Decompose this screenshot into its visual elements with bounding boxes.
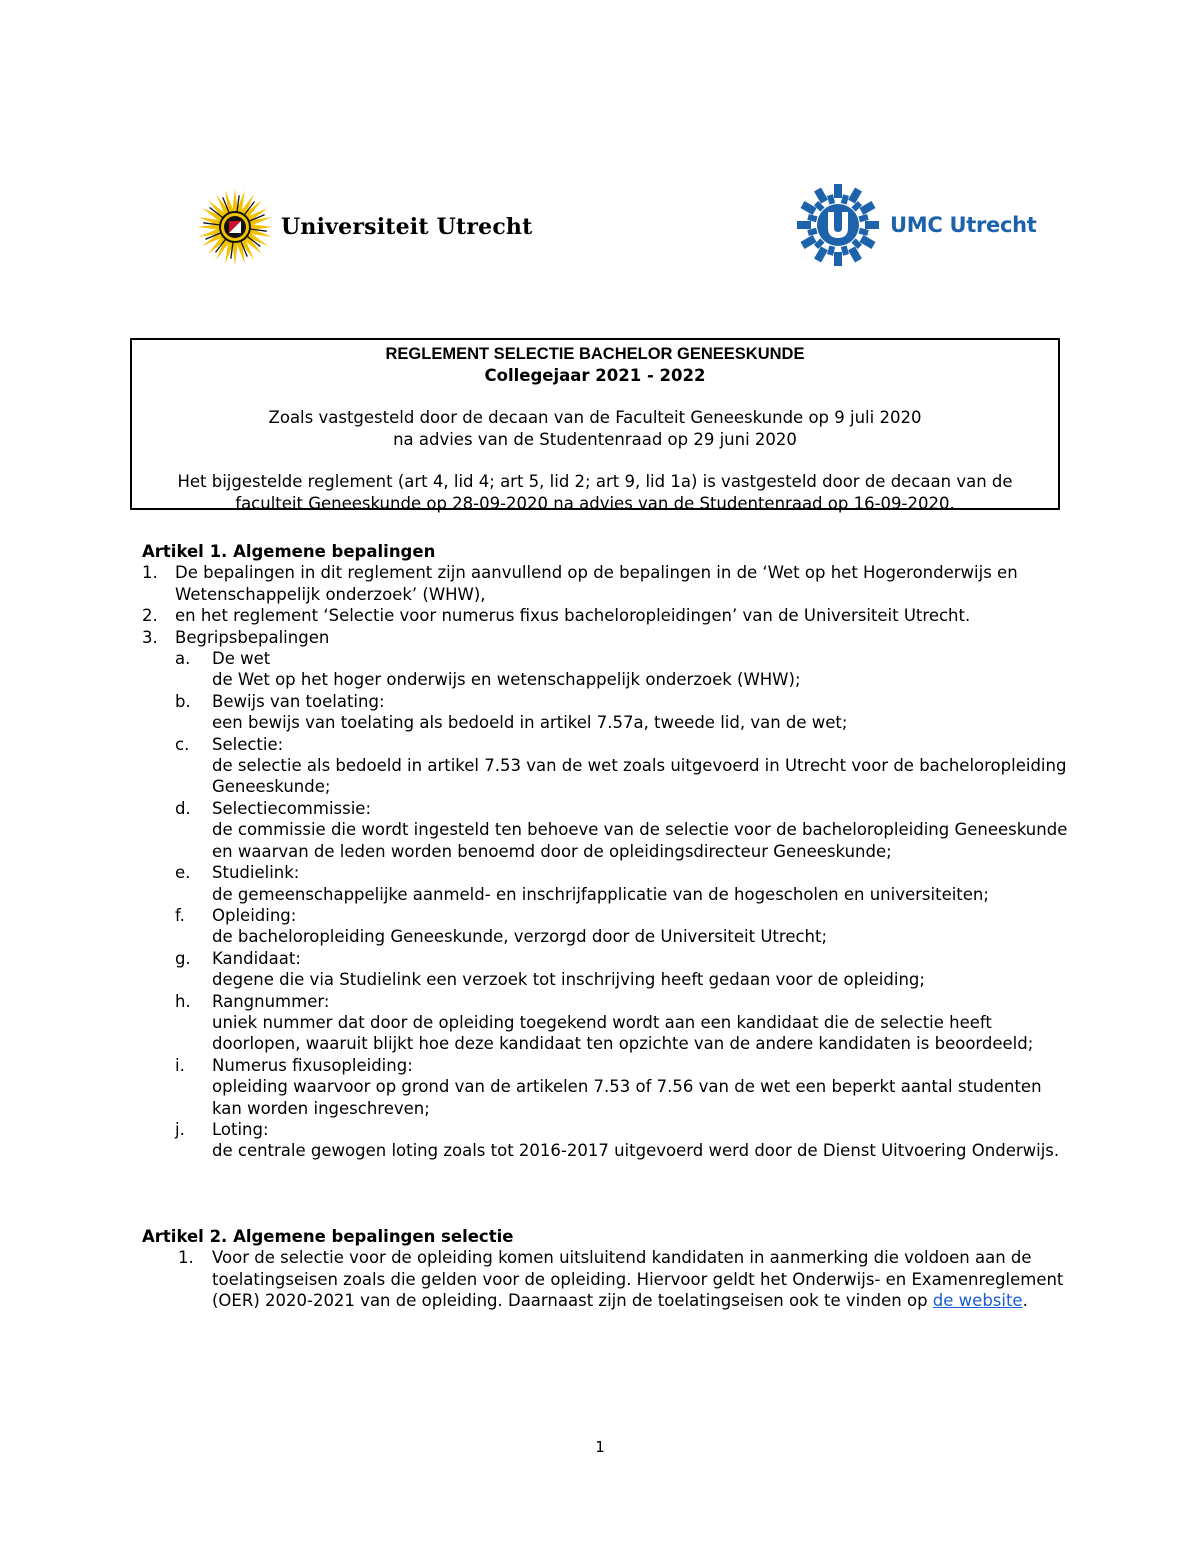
article-2-list <box>142 1247 1072 1311</box>
established-line-2: na advies van de Studentenraad op 29 juni 2020 <box>393 430 797 449</box>
umc-sun-emblem-icon <box>796 183 880 267</box>
definition-letter: f. <box>175 905 185 925</box>
item-text: De bepalingen in dit reglement zijn aanvullend op de bepalingen in de ‘Wet op het Hogeronderwijs en Wetenschappelijk onderzoek’ (WHW), <box>175 563 1018 604</box>
definition-term: De wet <box>212 649 271 669</box>
item-number: 2. <box>142 606 158 626</box>
uu-logo <box>197 188 532 266</box>
item-number: 3. <box>142 627 158 647</box>
definition-letter: h. <box>175 991 191 1011</box>
definition-term: Selectie: <box>212 734 284 754</box>
definition-letter: b. <box>175 691 191 711</box>
revision-note: Het bijgestelde reglement (art 4, lid 4; art 5, lid 2; art 9, lid 1a) is vastgesteld door de decaan van de faculteit Geneeskunde op 28-09-2020 na advies van de Studentenraad op 16-09-2020. <box>177 472 1013 513</box>
definition-letter: d. <box>175 798 191 818</box>
definition-item <box>175 862 1072 905</box>
definition-letter: a. <box>175 649 191 669</box>
website-link[interactable]: de website <box>932 1291 1023 1310</box>
list-item <box>142 562 1072 605</box>
definition-term: Bewijs van toelating: <box>212 691 385 711</box>
definition-term: Selectiecommissie: <box>212 798 372 818</box>
definition-text: de Wet op het hoger onderwijs en wetenschappelijk onderzoek (WHW); <box>212 670 801 690</box>
item-number: 1. <box>142 563 158 583</box>
established-line-1: Zoals vastgesteld door de decaan van de Faculteit Geneeskunde op 9 juli 2020 <box>268 408 922 427</box>
definition-text: degene die via Studielink een verzoek tot inschrijving heeft gedaan voor de opleiding; <box>212 970 925 990</box>
definition-text: de centrale gewogen loting zoals tot 2016-2017 uitgevoerd werd door de Dienst Uitvoering Onderwijs. <box>212 1141 1060 1161</box>
definition-item <box>175 734 1072 798</box>
list-item <box>142 627 1072 1162</box>
academic-year: Collegejaar 2021 - 2022 <box>484 366 706 385</box>
umc-logo <box>796 183 1037 267</box>
definition-item <box>175 991 1072 1055</box>
definition-text: de bacheloropleiding Geneeskunde, verzorgd door de Universiteit Utrecht; <box>212 927 828 947</box>
page-number: 1 <box>595 1438 605 1456</box>
definition-item <box>175 798 1072 862</box>
item-number: 1. <box>178 1248 194 1268</box>
item-text: Begripsbepalingen <box>175 627 330 647</box>
definition-letter: e. <box>175 863 191 883</box>
definition-item <box>175 691 1072 734</box>
definition-item <box>175 948 1072 991</box>
definition-text: een bewijs van toelating als bedoeld in artikel 7.57a, tweede lid, van de wet; <box>212 713 848 733</box>
definition-item <box>175 1119 1072 1162</box>
definition-letter: i. <box>175 1055 185 1075</box>
definition-term: Numerus fixusopleiding: <box>212 1055 413 1075</box>
definition-term: Loting: <box>212 1119 269 1139</box>
title-box <box>130 338 1060 513</box>
item-text: Voor de selectie voor de opleiding komen uitsluitend kandidaten in aanmerking die voldoen aan de toelatingseisen zoals die gelden voor de opleiding. Hiervoor geldt het Onderwijs- en Examenreglement (OER) 2020-2021 van de opleiding. Daarnaast zijn de toelatingseisen ook te vinden op <box>212 1248 1064 1310</box>
definition-text: uniek nummer dat door de opleiding toegekend wordt aan een kandidaat die de selectie heeft doorlopen, waaruit blijkt hoe deze kandidaat ten opzichte van de andere kandidaten is beoordeeld; <box>212 1012 1034 1054</box>
document-body <box>142 541 1072 1311</box>
list-item <box>142 1247 1072 1311</box>
definition-text: de selectie als bedoeld in artikel 7.53 van de wet zoals uitgevoerd in Utrecht voor de bacheloropleiding Geneeskunde; <box>212 756 1067 797</box>
definition-term: Rangnummer: <box>212 991 330 1011</box>
article-2-title: Artikel 2. Algemene bepalingen selectie <box>142 1226 514 1246</box>
item-text: en het reglement ‘Selectie voor numerus fixus bacheloropleidingen’ van de Universiteit Utrecht. <box>175 606 971 626</box>
definition-item <box>175 648 1072 691</box>
list-item <box>142 605 1072 626</box>
definition-item <box>175 1055 1072 1119</box>
item-text-end: . <box>1022 1291 1028 1310</box>
article-1-title: Artikel 1. Algemene bepalingen <box>142 542 436 561</box>
uu-wordmark: Universiteit Utrecht <box>281 214 533 240</box>
definition-term: Opleiding: <box>212 905 297 925</box>
definition-term: Studielink: <box>212 863 300 883</box>
definition-text: de gemeenschappelijke aanmeld- en inschrijfapplicatie van de hogescholen en universiteiten; <box>212 884 989 904</box>
definition-term: Kandidaat: <box>212 948 301 968</box>
definition-letter: j. <box>175 1119 185 1139</box>
umc-wordmark: UMC Utrecht <box>890 213 1037 237</box>
uu-sun-emblem-icon <box>197 188 273 266</box>
definition-item <box>175 905 1072 948</box>
definition-text: de commissie die wordt ingesteld ten behoeve van de selectie voor de bacheloropleiding Geneeskunde en waarvan de leden worden benoemd door de opleidingsdirecteur Geneeskunde; <box>212 820 1068 861</box>
document-title: REGLEMENT SELECTIE BACHELOR GENEESKUNDE <box>385 345 805 363</box>
definition-letter: g. <box>175 948 191 968</box>
definition-text: opleiding waarvoor op grond van de artikelen 7.53 of 7.56 van de wet een beperkt aantal studenten kan worden ingeschreven; <box>212 1077 1042 1118</box>
definitions-list <box>175 648 1072 1162</box>
article-1-list <box>142 562 1072 1161</box>
definition-letter: c. <box>175 734 190 754</box>
article-2 <box>142 1226 1072 1312</box>
